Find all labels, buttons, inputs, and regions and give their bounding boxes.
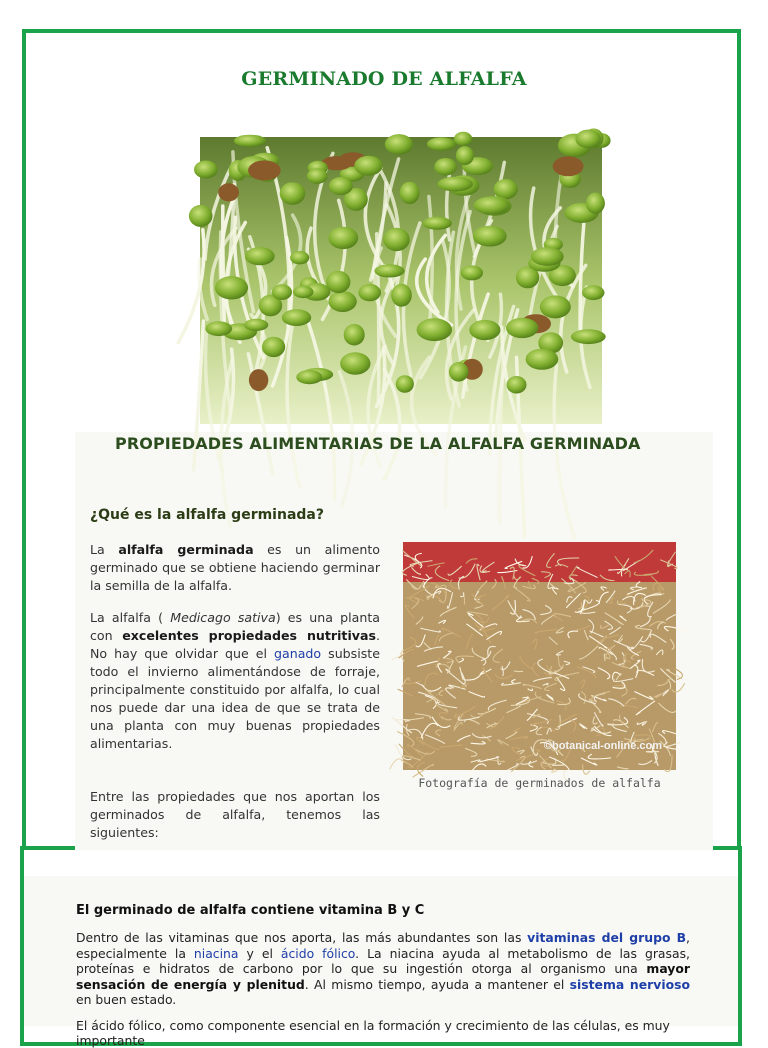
sprout-stem <box>223 206 225 330</box>
sprout-leaf <box>328 227 358 249</box>
sprout-leaf <box>417 318 452 341</box>
niacina-link[interactable]: niacina <box>194 946 239 961</box>
sprout-leaf <box>507 376 527 394</box>
sprout-leaf <box>531 247 564 266</box>
sprout-leaf <box>249 369 268 391</box>
sprout-leaf <box>290 251 309 264</box>
sprout-leaf <box>571 329 606 344</box>
photo-caption: Fotografía de germinados de alfalfa <box>403 776 676 791</box>
sprout-leaf <box>383 228 409 251</box>
sprout-leaf <box>506 318 538 338</box>
sprouts-photo <box>200 137 602 424</box>
sprout-leaf <box>454 132 472 146</box>
paragraph-intro: La alfalfa germinada es un alimento germinado que se obtiene haciendo germinar la semilla de la alfalfa. <box>90 541 380 595</box>
sprout-leaf <box>234 135 266 147</box>
sprout-leaf <box>215 276 248 299</box>
sprout-leaf <box>396 375 414 393</box>
sprout-leaf <box>540 295 571 318</box>
sprout-leaf <box>374 264 404 277</box>
sprout-leaf <box>474 197 510 215</box>
sprout-leaf <box>473 226 507 247</box>
sprout-leaf <box>427 137 456 151</box>
sprout-leaf <box>469 320 500 340</box>
sprout-leaf <box>449 362 469 382</box>
acido-folico-link[interactable]: ácido fólico <box>281 946 355 961</box>
paragraph-cut-off: El ácido fólico, como componente esencial en la formación y crecimiento de las células, es muy importante <box>76 1018 690 1028</box>
sprout-leaf <box>329 177 353 195</box>
alfalfa-sprouts-photo <box>403 542 676 770</box>
paragraph-vitamins: Dentro de las vitaminas que nos aporta, las más abundantes son las vitaminas del grupo B, especialmente la niacina y el ácido fólico. La niacina ayuda al metabolismo de las grasas, proteínas e hidratos de carbono por lo que su ingestión otorga al organismo una mayor sensación de energía y plenitud. Al mismo tiempo, ayuda a mantener el sistema nervioso en buen estado. <box>76 930 690 1008</box>
sprout-leaf <box>340 352 370 374</box>
sprout-leaf <box>582 285 604 300</box>
sprout-leaf <box>391 284 412 307</box>
section-heading: PROPIEDADES ALIMENTARIAS DE LA ALFALFA GERMINADA <box>115 434 715 453</box>
sprout-leaf <box>526 349 559 370</box>
sprout-leaf <box>328 291 356 312</box>
sprout-leaf <box>575 130 601 149</box>
sprout-leaf <box>461 265 483 280</box>
question-heading: ¿Qué es la alfalfa germinada? <box>90 507 324 523</box>
sprout-leaf <box>189 205 213 227</box>
sprout-leaf <box>248 160 281 180</box>
sprout-leaf <box>244 319 268 331</box>
sprout-leaf <box>272 284 292 300</box>
photo-watermark: ©botanical-online.com <box>544 740 662 752</box>
sprout-leaf <box>456 146 474 165</box>
sprout-leaf <box>438 177 473 192</box>
sprout-leaf <box>354 156 382 176</box>
sprout-leaf <box>423 217 452 230</box>
vitamin-subheading: El germinado de alfalfa contiene vitamina B y C <box>76 903 424 918</box>
sprout-leaf <box>400 182 420 204</box>
vitamins-b-link[interactable]: vitaminas del grupo B <box>527 930 686 945</box>
sprout-leaf <box>205 321 232 336</box>
ganado-link[interactable]: ganado <box>274 646 321 661</box>
sprout-leaf <box>282 309 311 326</box>
sprout-leaf <box>434 158 457 176</box>
sprout-leaf <box>344 324 365 346</box>
sprout-leaf <box>307 168 328 184</box>
sprout-thread <box>514 671 523 672</box>
sprout-leaf <box>245 247 275 265</box>
paragraph-properties-intro: Entre las propiedades que nos aportan los germinados de alfalfa, tenemos las siguientes: <box>90 788 380 842</box>
sprout-leaf <box>586 193 605 214</box>
sprout-leaf <box>262 337 285 357</box>
sprout-leaf <box>293 286 314 298</box>
sprout-leaf <box>553 156 584 176</box>
sprout-leaf <box>280 182 306 205</box>
sistema-nervioso-link[interactable]: sistema nervioso <box>570 977 690 992</box>
sprout-leaf <box>358 284 381 301</box>
paragraph-medicago: La alfalfa ( Medicago sativa) es una planta con excelentes propiedades nutritivas. No hay que olvidar que el ganado subsiste todo el invierno alimentándose de forraje, principalmente constituido por alfalfa, lo cual nos puede dar una idea de que se trata de una planta con muy buenas propiedades alimentarias. <box>90 609 380 753</box>
sprout-leaf <box>296 370 322 384</box>
sprout-leaf <box>194 161 218 179</box>
sprout-leaf <box>218 183 239 201</box>
page-title: GERMINADO DE ALFALFA <box>0 68 768 90</box>
sprout-leaf <box>385 134 413 154</box>
